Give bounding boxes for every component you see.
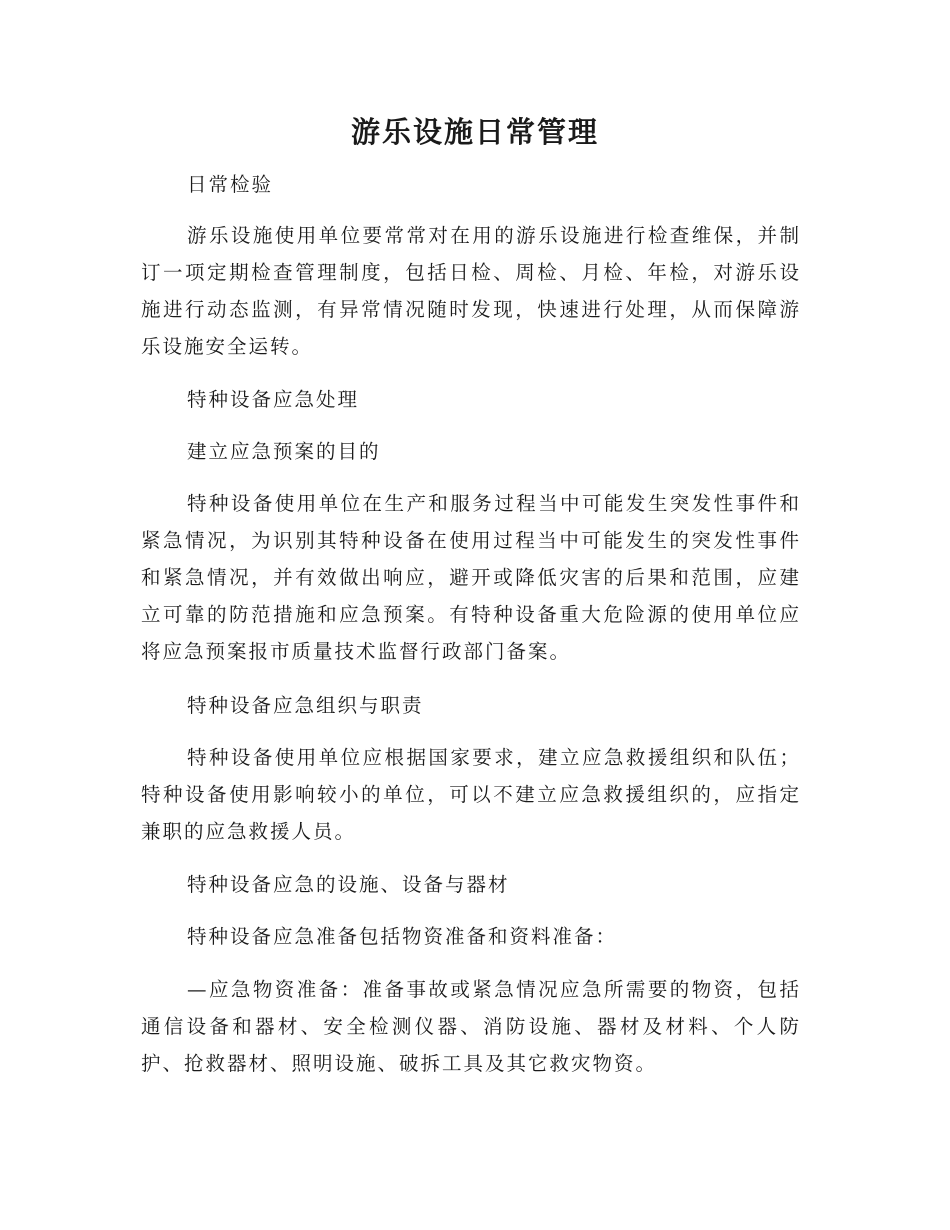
paragraph-text: 特种设备应急组织与职责 [187,694,424,717]
document-title: 游乐设施日常管理 [350,115,599,149]
paragraph-text: 特种设备应急处理 [187,388,360,411]
paragraph-text: 特种设备应急准备包括物资准备和资料准备： [187,925,618,948]
paragraph-text: 建立应急预案的目的 [187,440,381,463]
paragraph-preparation-intro [141,918,801,955]
paragraph-plan-purpose-body [141,485,801,670]
paragraph-text: 特种设备使用单位在生产和服务过程当中可能发生突发性事件和紧急情况，为识别其特种设备在使用过程当中可能发生的突发性事件和紧急情况，并有效做出响应，避开或降低灾害的后果和范围，应建立可靠的防范措施和应急预案。有特种设备重大危险源的使用单位应将应急预案报市质量技术监督行政部门备案。 [141,492,801,663]
paragraph-text: 特种设备应急的设施、设备与器材 [187,873,510,896]
paragraph-text: —应急物资准备：准备事故或紧急情况应急所需要的物资，包括通信设备和器材、安全检测仪器、消防设施、器材及材料、个人防护、抢救器材、照明设施、破拆工具及其它救灾物资。 [141,978,801,1075]
paragraph-organization-body [141,739,801,850]
paragraph-facilities-heading [141,866,801,903]
paragraph-emergency-handling-heading [141,381,801,418]
paragraph-daily-inspection-body [141,217,801,365]
paragraph-plan-purpose-heading [141,433,801,470]
paragraph-daily-inspection-heading [141,166,801,203]
paragraph-organization-heading [141,687,801,724]
paragraph-text: 游乐设施使用单位要常常对在用的游乐设施进行检查维保，并制订一项定期检查管理制度，包括日检、周检、月检、年检，对游乐设施进行动态监测，有异常情况随时发现，快速进行处理，从而保障游乐设施安全运转。 [141,224,801,358]
paragraph-material-preparation [141,971,801,1082]
paragraph-text: 特种设备使用单位应根据国家要求，建立应急救援组织和队伍；特种设备使用影响较小的单位，可以不建立应急救援组织的，应指定兼职的应急救援人员。 [141,746,801,843]
paragraph-text: 日常检验 [187,173,274,196]
